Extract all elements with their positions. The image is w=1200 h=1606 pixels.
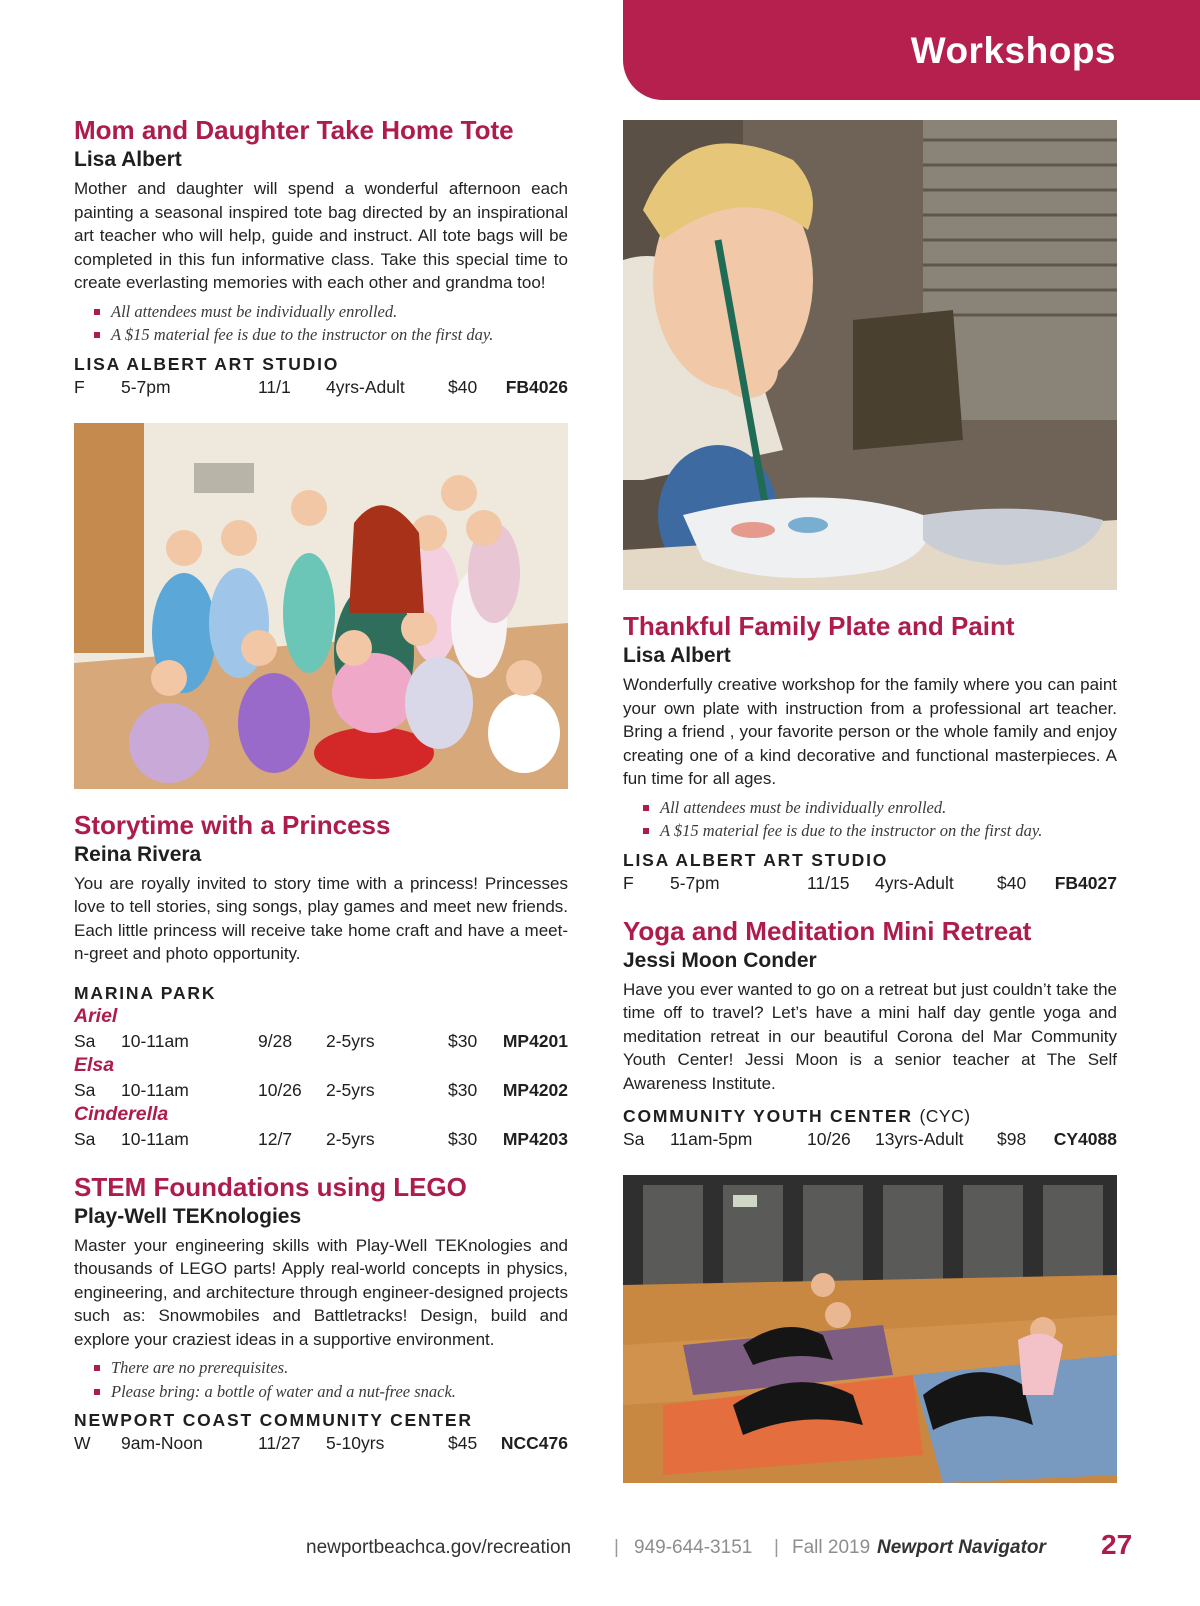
schedule-row [74,1078,568,1102]
session-name: Cinderella [74,1102,169,1125]
section-header-tab [623,0,1200,100]
workshop-description: You are royally invited to story time with a princess! Princesses love to tell stories, sing songs, play games and meet new friends. Each little princess will receive take home craft and have a meet-n-greet and photo opportunity. [74,873,568,963]
schedule-date: 11/27 [258,1433,301,1453]
workshop-plate-paint [623,610,1117,895]
workshop-description: Mother and daughter will spend a wonderful afternoon each painting a seasonal inspired tote bag directed by an inspirational art teacher who will help, guide and instruct. All tote bags will be completed in this fun informative class. Take this special time to create everlasting memories with each other and grandma too! [74,179,568,292]
schedule-date: 12/7 [258,1128,293,1149]
location-name: LISA ALBERT ART STUDIO [74,353,340,374]
schedule-row [74,1431,568,1455]
schedule-fee: $30 [448,1030,478,1051]
page-footer [300,1531,1140,1571]
course-code: FB4026 [505,376,568,397]
bullet-square-icon [94,1389,100,1395]
location-name: MARINA PARK [74,982,217,1003]
note-item [94,1380,568,1404]
schedule-date: 10/26 [807,1129,851,1149]
bullet-square-icon [643,828,649,834]
workshop-title: Thankful Family Plate and Paint [623,611,1015,641]
schedule-fee: $30 [448,1079,478,1100]
note-text: A $15 material fee is due to the instructor on the first day. [111,325,494,344]
instructor-name: Reina Rivera [74,842,202,866]
session-name: Ariel [74,1004,118,1027]
footer-separator: | [774,1537,779,1558]
course-code: FB4027 [1054,872,1117,893]
schedule-day: F [623,872,634,893]
schedule-fee: $40 [997,872,1027,893]
website-link[interactable]: newportbeachca.gov/recreation [306,1537,572,1558]
schedule-day: W [74,1433,91,1453]
schedule-date: 11/1 [258,376,291,397]
footer-separator: | [614,1537,619,1558]
course-code: NCC476 [500,1433,568,1453]
schedule-date: 9/28 [258,1030,293,1051]
schedule-fee: $30 [448,1128,478,1149]
notes-list [74,1356,568,1403]
schedule-day: Sa [623,1129,645,1149]
schedule-time: 11am-5pm [670,1129,753,1149]
note-text: All attendees must be individually enrolled. [111,301,398,321]
schedule-date: 10/26 [258,1079,302,1100]
location-name: COMMUNITY YOUTH CENTER [623,1106,913,1126]
schedule-age: 2-5yrs [326,1030,375,1051]
phone-number: 949-644-3151 [634,1537,753,1558]
workshop-title: Mom and Daughter Take Home Tote [74,115,514,145]
location-name: LISA ALBERT ART STUDIO [623,849,889,870]
note-text: Please bring: a bottle of water and a nut-free snack. [111,1381,456,1401]
photo-princess-group [74,423,568,789]
schedule-date: 11/15 [807,872,850,893]
schedule-time: 10-11am [121,1079,189,1100]
schedule-time: 10-11am [121,1128,189,1149]
schedule-fee: $98 [997,1129,1027,1149]
schedule-day: Sa [74,1128,96,1149]
notes-list [623,796,1117,843]
schedule-age: 4yrs-Adult [326,376,405,397]
season-label: Fall 2019 [792,1537,871,1558]
instructor-name: Play-Well TEKnologies [74,1204,302,1228]
schedule-age: 2-5yrs [326,1079,375,1100]
workshop-title: Storytime with a Princess [74,809,391,840]
course-code: CY4088 [1053,1129,1117,1149]
course-code: MP4201 [502,1030,568,1051]
workshop-title: Yoga and Meditation Mini Retreat [623,915,1032,946]
schedule-row [623,1127,1117,1151]
instructor-name: Lisa Albert [74,148,182,171]
schedule-time: 5-7pm [121,376,171,397]
schedule-day: Sa [74,1030,96,1051]
schedule-time: 9am-Noon [121,1433,203,1453]
workshop-description: Master your engineering skills with Play-Well TEKnologies and thousands of LEGO parts! Apply real-world concepts in physics, engineering, and architecture through engineer-designed projects such as: Snowmobiles and Battletracks! Design, build and explore your craziest ideas in a supportive environment. [74,1235,568,1349]
bullet-square-icon [94,332,100,338]
workshop-storytime-princess [74,809,568,1151]
note-text: All attendees must be individually enrolled. [660,797,947,817]
bullet-square-icon [643,805,649,811]
bullet-square-icon [94,309,100,315]
schedule-fee: $40 [448,376,478,397]
course-code: MP4203 [502,1128,568,1149]
section-title: Workshops [910,30,1116,71]
location-name: NEWPORT COAST COMMUNITY CENTER [74,1410,473,1430]
location-abbreviation: (CYC) [919,1106,971,1126]
instructor-name: Lisa Albert [623,644,731,667]
schedule-row [74,1127,568,1151]
photo-yoga-class [623,1175,1117,1483]
photo-boy-painting [623,120,1117,590]
schedule-age: 4yrs-Adult [875,872,954,893]
page-number: 27 [1101,1529,1133,1560]
notes-list [74,300,568,347]
course-code: MP4202 [502,1079,568,1100]
schedule-row [74,1029,568,1053]
note-item [94,323,568,347]
schedule-age: 13yrs-Adult [875,1129,964,1149]
schedule-day: F [74,376,85,397]
note-item [643,819,1117,843]
schedule-day: Sa [74,1079,96,1100]
schedule-row [623,871,1117,895]
bullet-square-icon [94,1365,100,1371]
schedule-time: 5-7pm [670,872,720,893]
workshop-yoga-retreat [623,915,1117,1484]
schedule-fee: $45 [448,1433,478,1453]
instructor-name: Jessi Moon Conder [623,948,817,972]
note-text: There are no prerequisites. [111,1358,289,1377]
session-name: Elsa [74,1053,115,1076]
schedule-age: 2-5yrs [326,1128,375,1149]
workshop-mom-daughter-tote [74,114,568,789]
note-text: A $15 material fee is due to the instructor on the first day. [660,821,1043,840]
note-item [643,796,1117,820]
magazine-name: Newport Navigator [877,1537,1046,1558]
workshop-title: STEM Foundations using LEGO [74,1171,467,1202]
workshop-description: Have you ever wanted to go on a retreat but just couldn’t take the time off to travel? Let’s have a mini half day gentle yoga and meditation retreat in our beautiful Corona del Mar Community Youth Center! Jessi Moon is a senior teacher at The Self Awareness Institute. [623,979,1117,1093]
note-item [94,1356,568,1380]
schedule-age: 5-10yrs [326,1433,385,1453]
workshop-stem-lego [74,1171,568,1456]
schedule-row [74,375,568,399]
location-line [623,1105,1117,1127]
schedule-time: 10-11am [121,1030,189,1051]
note-item [94,300,568,324]
workshop-description: Wonderfully creative workshop for the family where you can paint your own plate with instruction from a professional art teacher. Bring a friend , your favorite person or the whole family and enjoy creating one of a kind decorative and functional masterpieces. A fun time for all ages. [623,675,1117,788]
